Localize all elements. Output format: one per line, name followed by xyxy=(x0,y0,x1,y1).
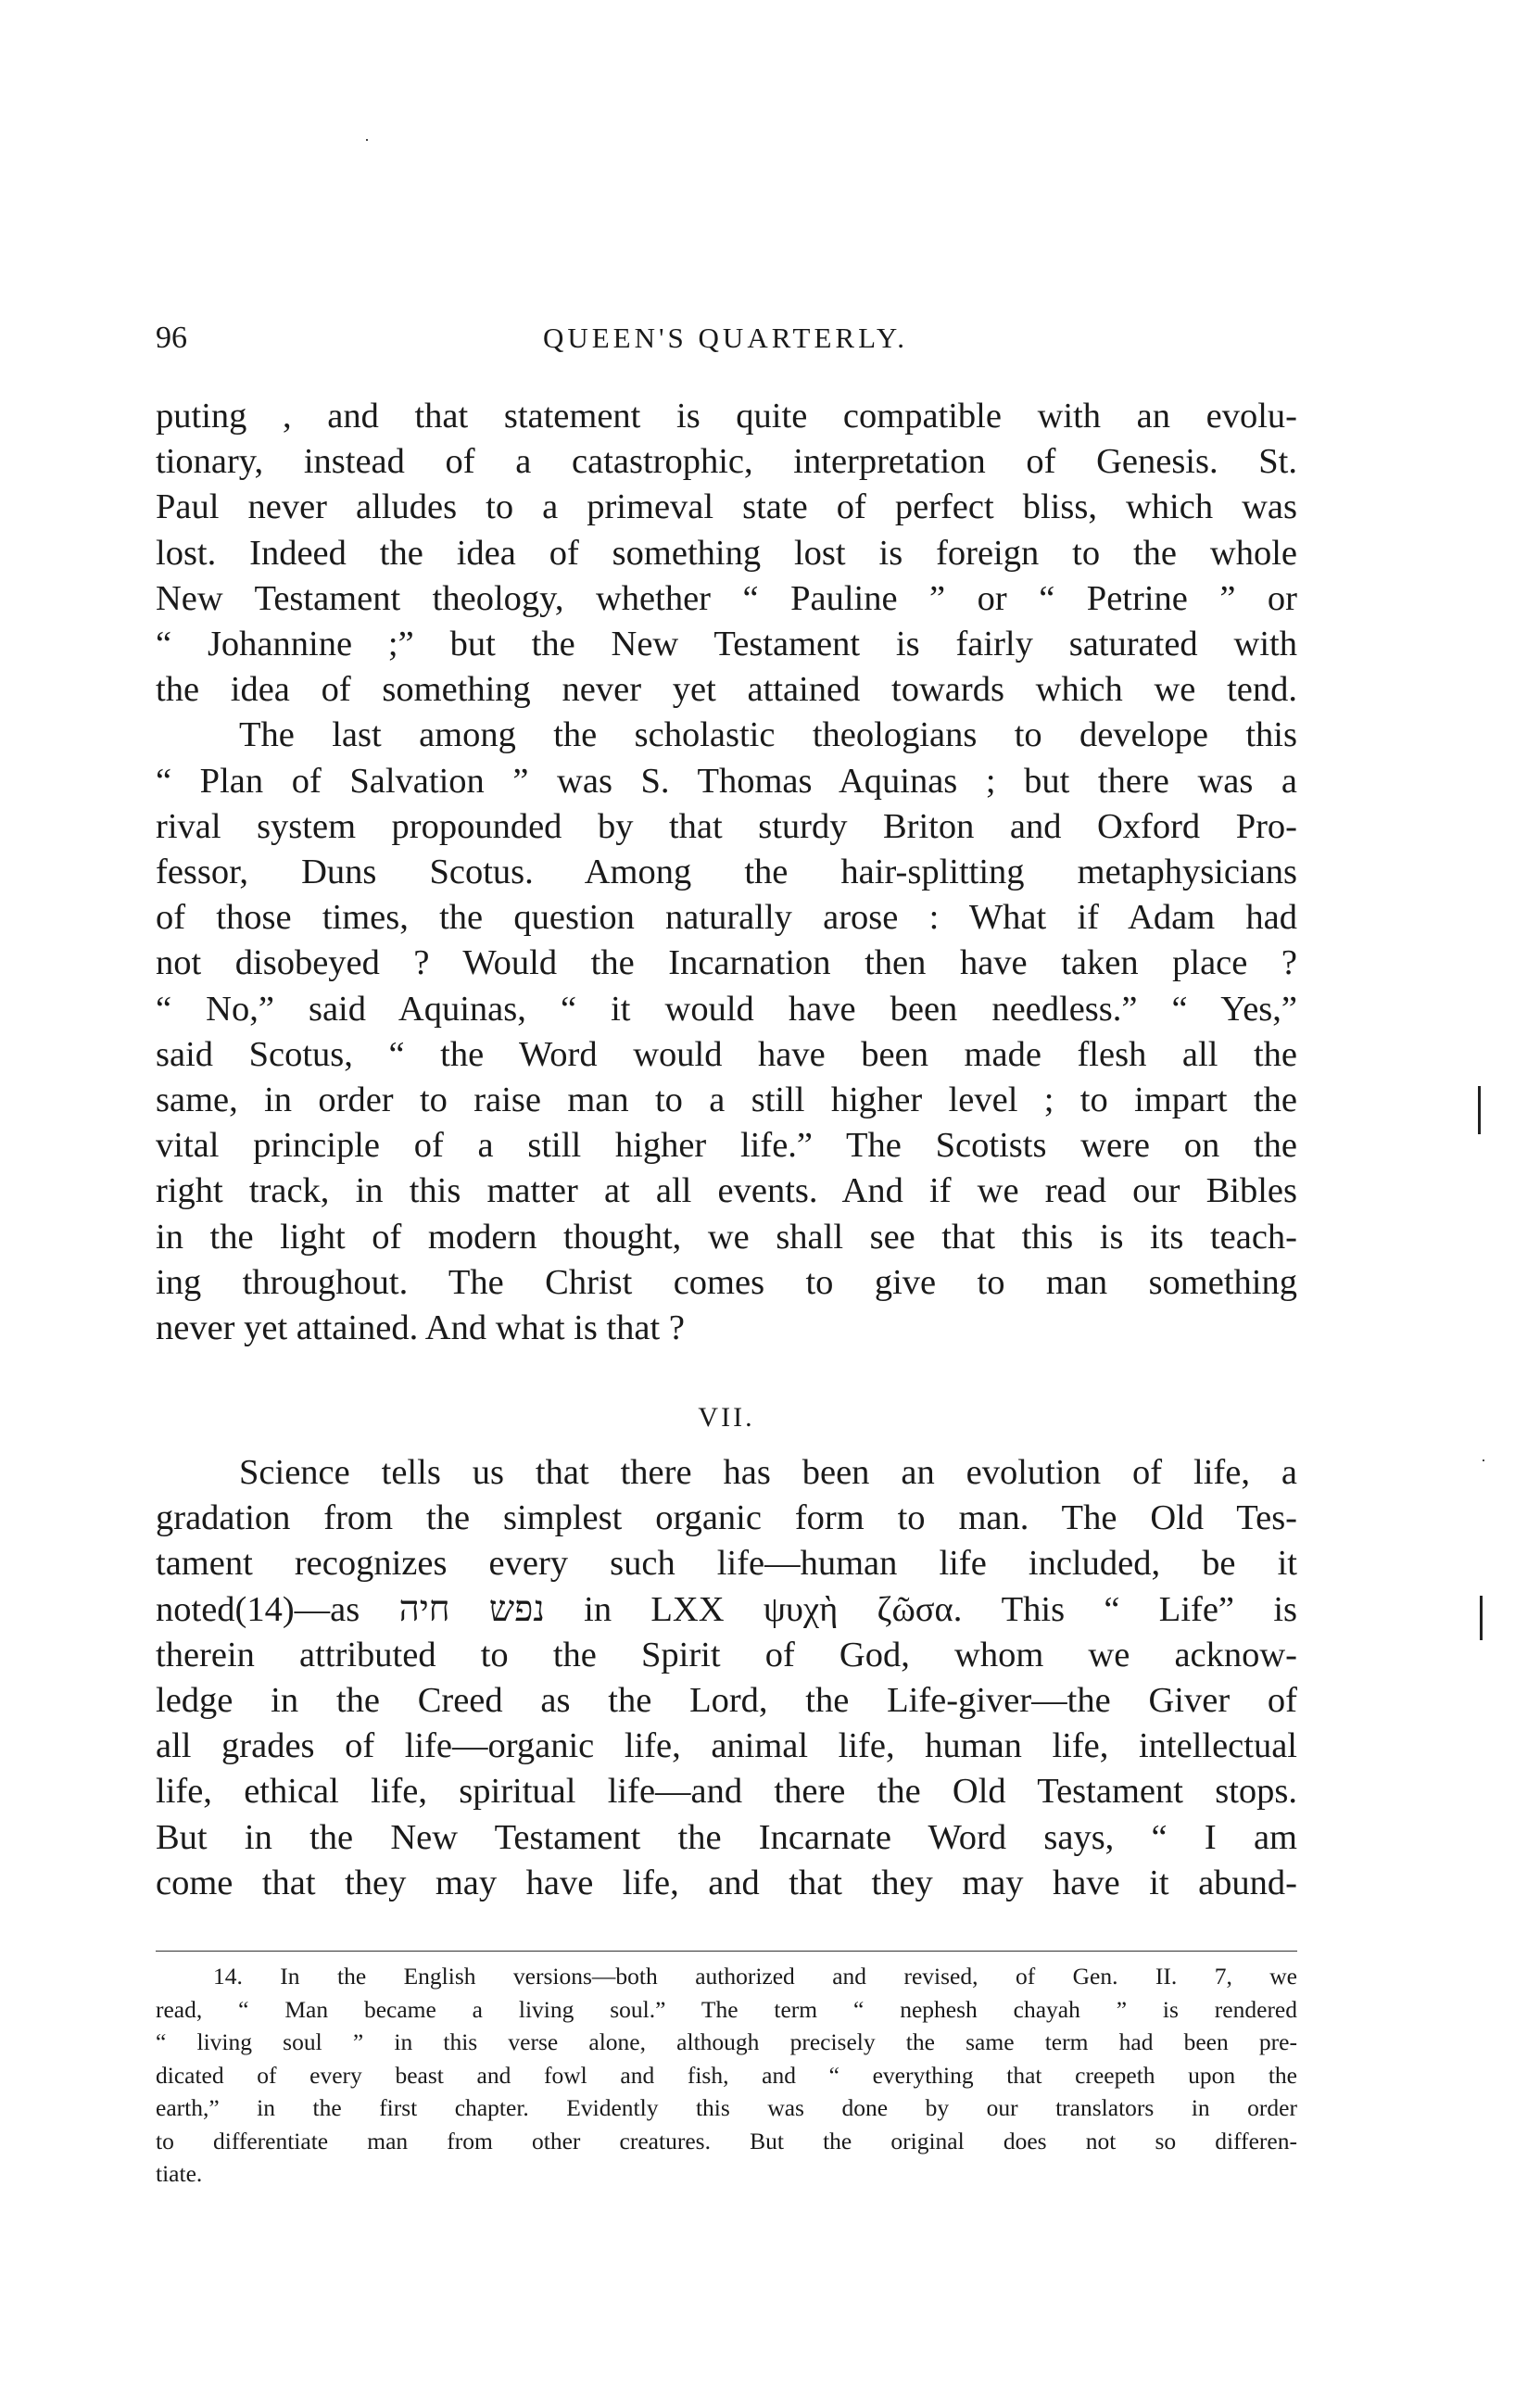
text-line: tament recognizes every such life—human life included, be it xyxy=(156,1544,1297,1584)
footnote-line: “ living soul ” in this verse alone, although precisely the same term had been pre- xyxy=(156,2028,1297,2055)
scan-speck xyxy=(366,139,368,141)
text-line: in the light of modern thought, we shall see that this is its teach- xyxy=(156,1217,1297,1257)
text-line: “ Johannine ;” but the New Testament is fairly saturated with xyxy=(156,625,1297,664)
footnote-line: 14. In the English versions—both authorized and revised, of Gen. II. 7, we xyxy=(213,1963,1297,1990)
text-line: never yet attained. And what is that ? xyxy=(156,1308,685,1348)
text-line: noted(14)—as נפש חיה in LXX ψυχὴ ζῶσα. This “ Life” is xyxy=(156,1589,1297,1629)
footnote xyxy=(156,1960,1297,2191)
text-line: puting , and that statement is quite compatible with an evolu- xyxy=(156,397,1297,436)
footnote-line: earth,” in the first chapter. Evidently this was done by our translators in order xyxy=(156,2094,1297,2121)
text-line: “ Plan of Salvation ” was S. Thomas Aquinas ; but there was a xyxy=(156,761,1297,801)
running-title: QUEEN'S QUARTERLY. xyxy=(542,322,909,354)
page-header xyxy=(156,310,1295,366)
text-line: gradation from the simplest organic form to man. The Old Tes- xyxy=(156,1498,1297,1538)
text-line: ledge in the Creed as the Lord, the Life-giver—the Giver of xyxy=(156,1681,1297,1721)
scan-speck xyxy=(1483,1459,1484,1461)
text-line: lost. Indeed the idea of something lost is foreign to the whole xyxy=(156,533,1297,573)
main-text xyxy=(156,394,1297,1351)
text-line: therein attributed to the Spirit of God, whom we acknow- xyxy=(156,1635,1297,1674)
text-line: right track, in this matter at all events. And if we read our Bibles xyxy=(156,1171,1297,1211)
text-line: The last among the scholastic theologians to develope this xyxy=(239,715,1297,755)
text-line: not disobeyed ? Would the Incarnation then have taken place ? xyxy=(156,943,1297,983)
footnote-rule xyxy=(156,1951,1297,1952)
page-number: 96 xyxy=(156,321,187,355)
text-line: New Testament theology, whether “ Pauline ” or “ Petrine ” or xyxy=(156,578,1297,618)
text-line: same, in order to raise man to a still higher level ; to impart the xyxy=(156,1080,1297,1120)
text-line: But in the New Testament the Incarnate Word says, “ I am xyxy=(156,1817,1297,1857)
text-line: “ No,” said Aquinas, “ it would have been needless.” “ Yes,” xyxy=(156,989,1297,1029)
text-line: said Scotus, “ the Word would have been made flesh all the xyxy=(156,1034,1297,1074)
text-line: vital principle of a still higher life.” The Scotists were on the xyxy=(156,1126,1297,1166)
text-line: of those times, the question naturally arose : What if Adam had xyxy=(156,898,1297,938)
text-line: Science tells us that there has been an evolution of life, a xyxy=(239,1453,1297,1492)
text-line: the idea of something never yet attained towards which we tend. xyxy=(156,670,1297,710)
footnote-line: read, “ Man became a living soul.” The term “ nephesh chayah ” is rendered xyxy=(156,1995,1297,2023)
text-line: rival system propounded by that sturdy Briton and Oxford Pro- xyxy=(156,806,1297,846)
text-line: ing throughout. The Christ comes to give to man something xyxy=(156,1262,1297,1302)
footnote-line: dicated of every beast and fowl and fish, and “ everything that creepeth upon the xyxy=(156,2061,1297,2089)
section-text xyxy=(156,1450,1297,1906)
scan-mark xyxy=(1478,1086,1481,1134)
scan-mark xyxy=(1480,1596,1483,1640)
section-heading: VII. xyxy=(698,1402,755,1433)
footnote-line: to differentiate man from other creatures. But the original does not so differen- xyxy=(156,2127,1297,2154)
text-line: all grades of life—organic life, animal life, human life, intellectual xyxy=(156,1726,1297,1766)
text-line: fessor, Duns Scotus. Among the hair-splitting metaphysicians xyxy=(156,853,1297,892)
text-line: life, ethical life, spiritual life—and there the Old Testament stops. xyxy=(156,1772,1297,1812)
text-line: come that they may have life, and that they may have it abund- xyxy=(156,1863,1297,1902)
text-line: Paul never alludes to a primeval state of perfect bliss, which was xyxy=(156,487,1297,527)
text-line: tionary, instead of a catastrophic, interpretation of Genesis. St. xyxy=(156,442,1297,482)
footnote-line: tiate. xyxy=(156,2160,203,2187)
